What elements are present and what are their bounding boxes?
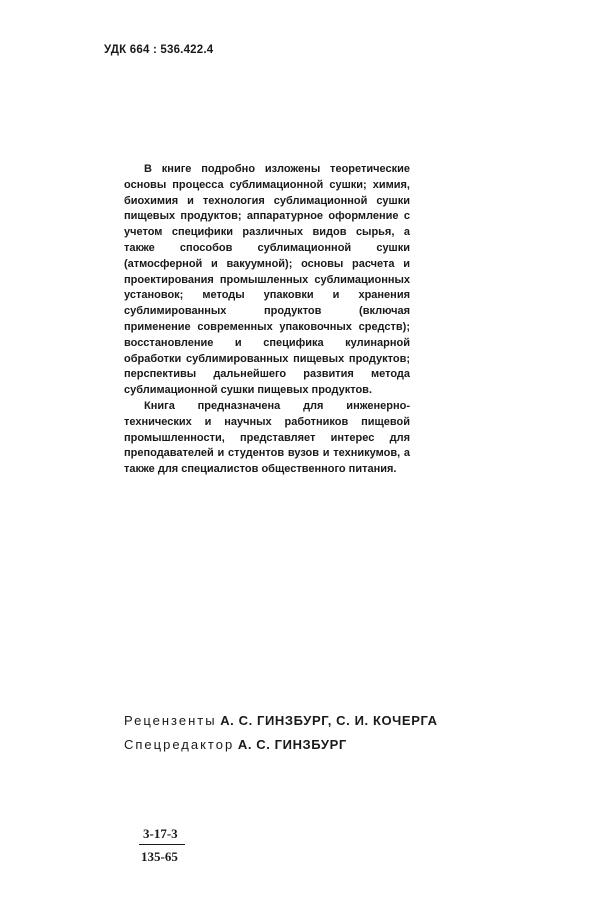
publication-code bbox=[139, 826, 185, 865]
editor-label: Спецредактор bbox=[124, 737, 235, 752]
reviewers-names: А. С. ГИНЗБУРГ, С. И. КОЧЕРГА bbox=[220, 713, 438, 728]
reviewers-line bbox=[124, 709, 438, 733]
editor-name: А. С. ГИНЗБУРГ bbox=[237, 737, 347, 752]
publication-code-top: 3-17-3 bbox=[143, 826, 178, 841]
credits bbox=[124, 709, 438, 757]
reviewers-label: Рецензенты bbox=[124, 713, 217, 728]
udk-code: УДК 664 : 536.422.4 bbox=[104, 44, 214, 56]
annotation-paragraph-1: В книге подробно изложены теоретические основы процесса сублимационной сушки; химия, биохимия и технология сублимационной сушки пищевых продуктов; аппаратурное оформление с учетом специфики различных видов сырья, а также способов сублимационной сушки (атмосферной и вакуумной); основы расчета и проектирования промышленных сублимационных установок; методы упаковки и хранения сублимированных продуктов (включая применение современных упаковочных средств); восстановление и специфика кулинарной обработки сублимированных пищевых продуктов; перспективы дальнейшего развития метода сублимационной сушки пищевых продуктов. bbox=[124, 163, 410, 397]
book-annotation bbox=[124, 162, 410, 478]
publication-code-bottom: 135-65 bbox=[141, 849, 178, 864]
editor-line bbox=[124, 733, 438, 757]
annotation-paragraph-2: Книга предназначена для инженерно-технических и научных работников пищевой промышленности, представляет интерес для преподавателей и студентов вузов и техникумов, а также для специалистов общественного питания. bbox=[124, 399, 410, 476]
